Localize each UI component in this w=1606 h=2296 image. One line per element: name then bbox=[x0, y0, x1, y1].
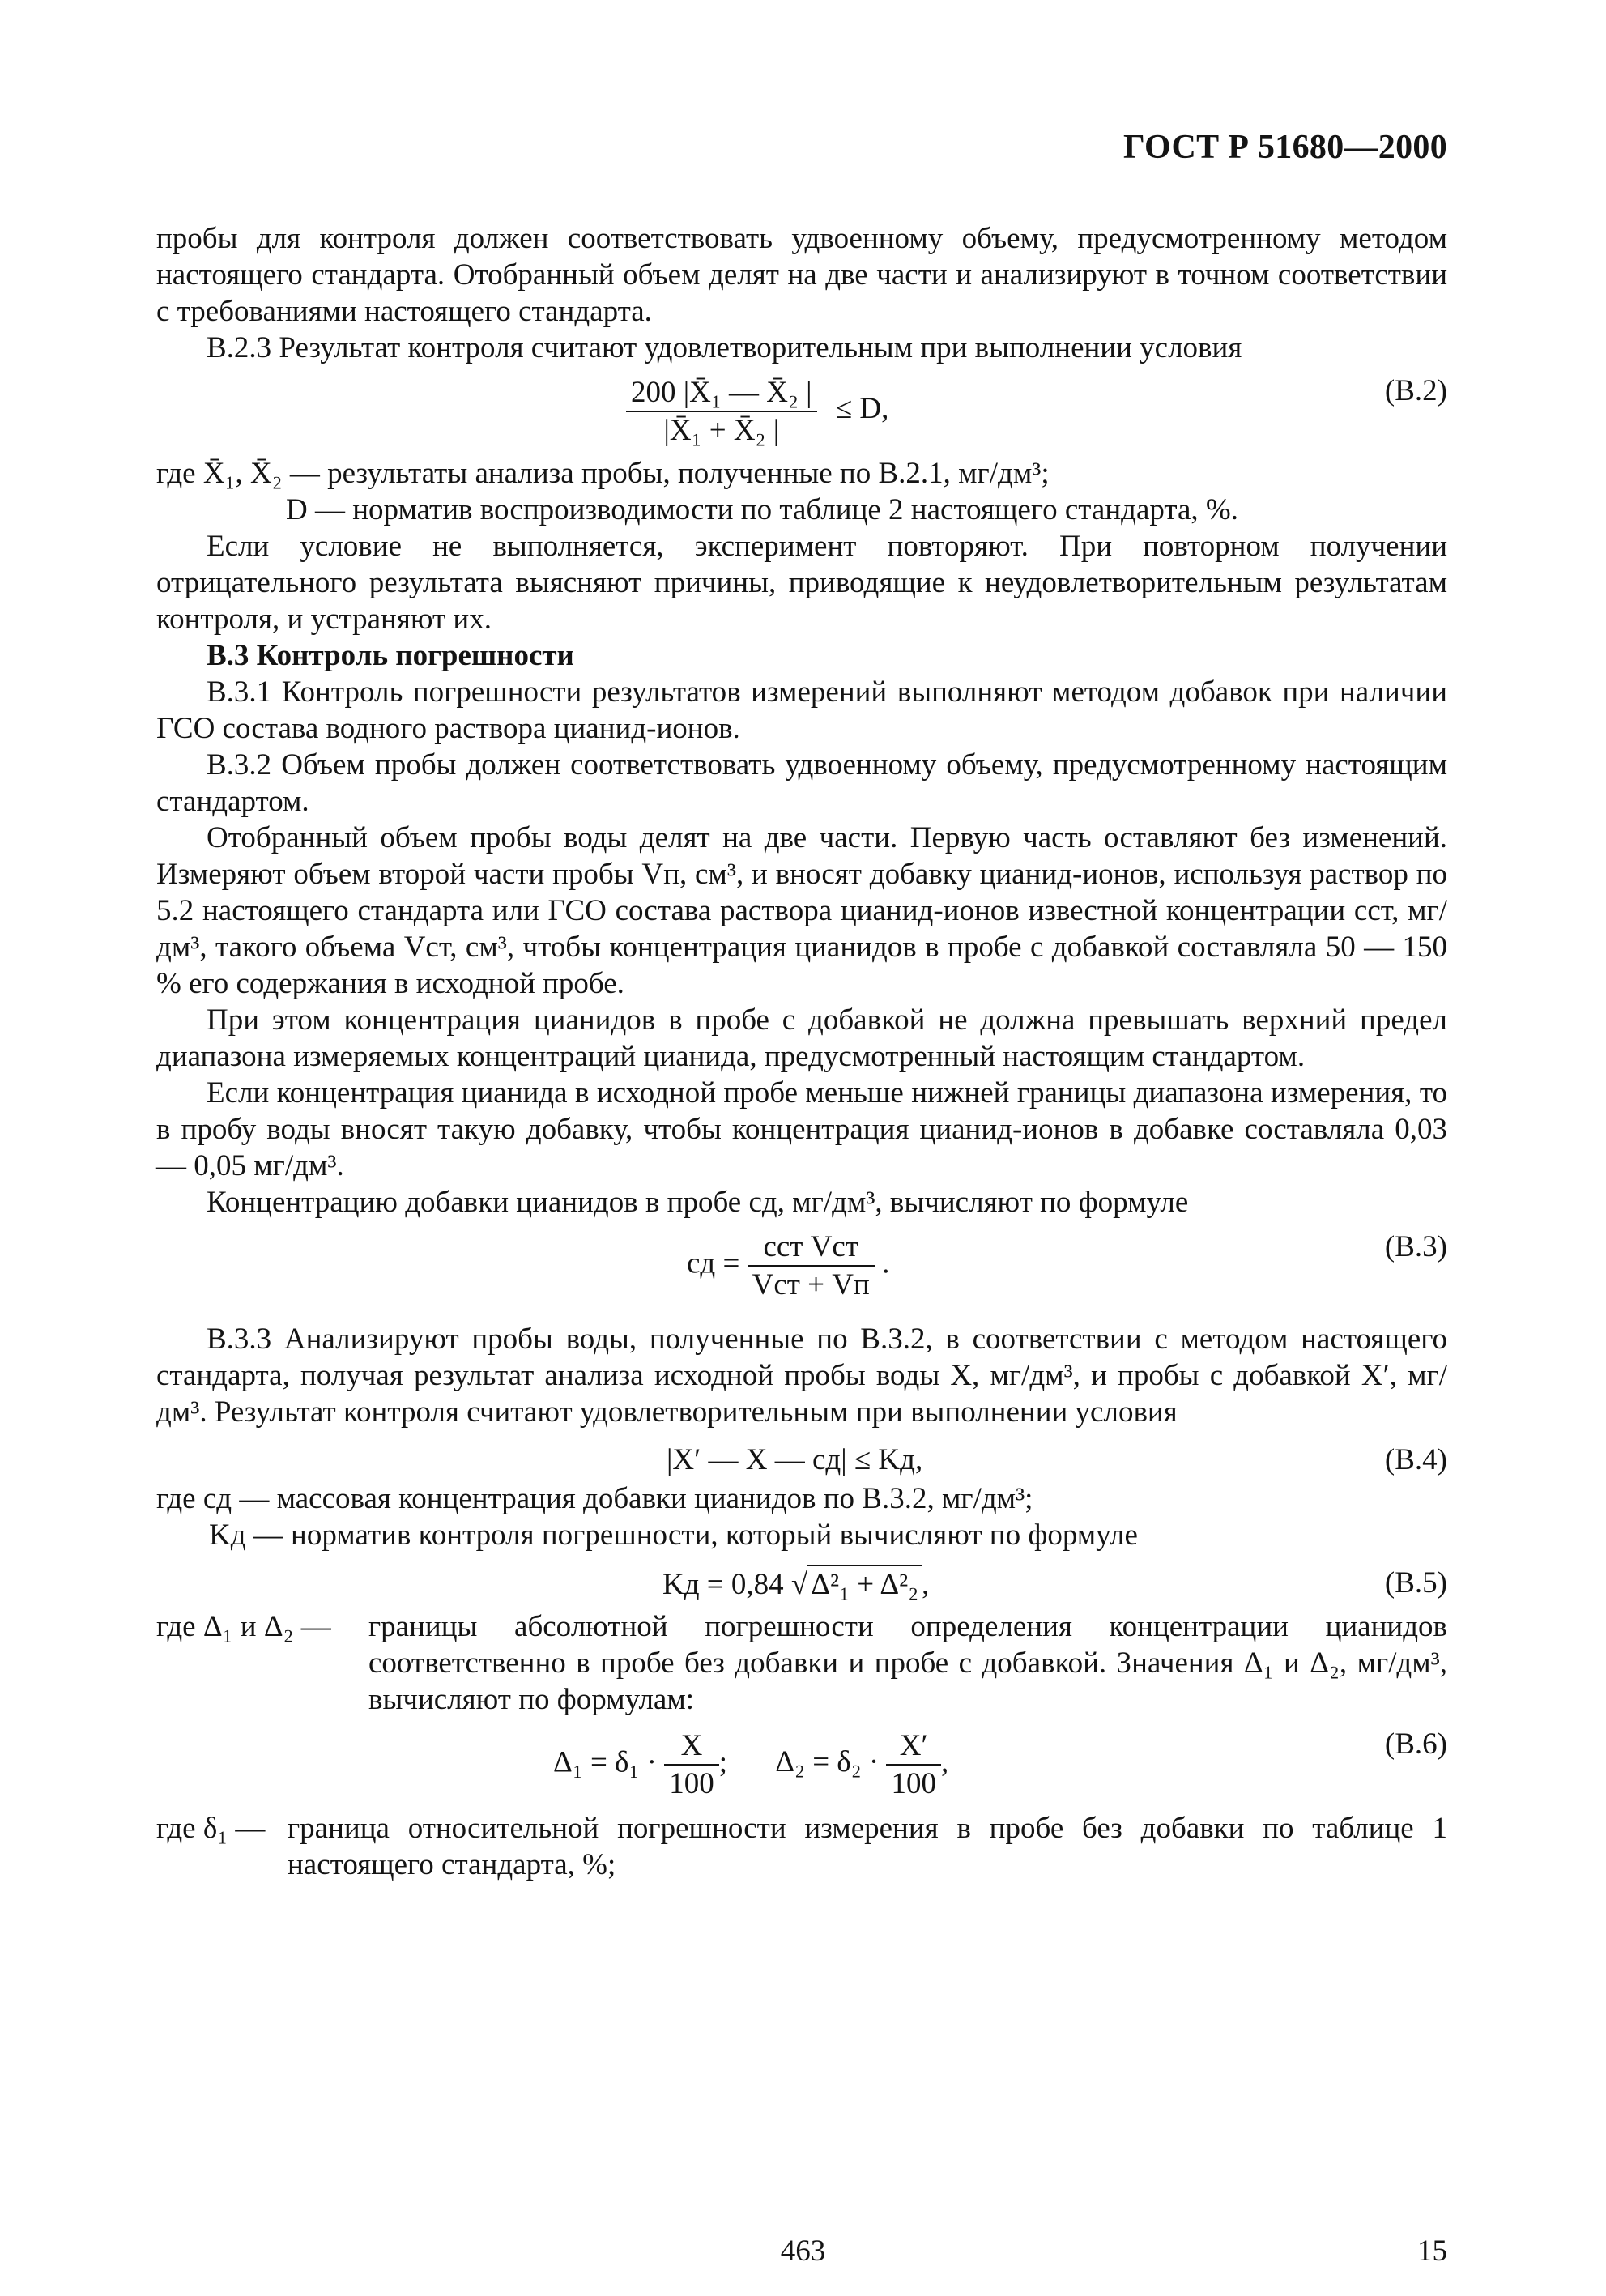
formula-b3 bbox=[156, 1227, 1447, 1311]
formula-rhs: ≤ D, bbox=[835, 392, 889, 426]
formula-end: ; bbox=[718, 1745, 727, 1779]
formula-b2 bbox=[156, 371, 1447, 455]
definition-term: где δ₁ — bbox=[156, 1812, 266, 1845]
paragraph: В.3.1 Контроль погрешности результатов измерений выполняют методом добавок при наличии ГСО состава водного раствора цианид-ионов. bbox=[156, 675, 1447, 745]
formula-lhs: cд = bbox=[687, 1246, 740, 1280]
paragraph: В.3.2 Объем пробы должен соответствовать удвоенному объему, предусмотренному настоящим стандартом. bbox=[156, 748, 1447, 818]
definition-term: где Δ₁ и Δ₂ — bbox=[156, 1610, 331, 1643]
body-text bbox=[156, 220, 1447, 1883]
fraction-denominator: 100 bbox=[886, 1764, 941, 1802]
section-heading: В.3 Контроль погрешности bbox=[207, 639, 574, 672]
fraction bbox=[626, 374, 817, 449]
paragraph: Если концентрация цианида в исходной пробе меньше нижней границы диапазона измерения, то в пробу воды вносят такую добавку, чтобы концентрация цианид-ионов в добавке составляла 0,03 — 0,05 мг/дм³. bbox=[156, 1076, 1447, 1182]
formula-end: . bbox=[882, 1246, 890, 1280]
where-line: где X̄₁, X̄₂ — результаты анализа пробы, полученные по В.2.1, мг/дм³; bbox=[156, 457, 1050, 490]
where-line: D — норматив воспроизводимости по таблице 2 настоящего стандарта, %. bbox=[286, 493, 1238, 526]
formula-lhs: Kд = 0,84 √ bbox=[662, 1568, 808, 1601]
radicand: Δ²₁ + Δ²₂ bbox=[807, 1565, 922, 1603]
fraction-numerator: X′ bbox=[899, 1729, 928, 1762]
fraction bbox=[664, 1727, 719, 1802]
where-line: Kд — норматив контроля погрешности, который вычисляют по формуле bbox=[209, 1519, 1138, 1552]
fraction-denominator: Vст + Vп bbox=[748, 1265, 875, 1303]
equation-label: (В.4) bbox=[1384, 1443, 1447, 1476]
fraction-numerator: X bbox=[680, 1729, 703, 1762]
paragraph: пробы для контроля должен соответствовать удвоенному объему, предусмотренному методом настоящего стандарта. Отобранный объем делят на две части и анализируют в точном соответствии с требованиями настоящего стандарта. bbox=[156, 222, 1447, 328]
page-number-right: 15 bbox=[1417, 2234, 1447, 2268]
fraction-denominator: |X̄₁ + X̄₂ | bbox=[626, 411, 817, 449]
formula-lhs: Δ₁ = δ₁ · bbox=[553, 1745, 657, 1779]
formula-b5 bbox=[156, 1561, 1447, 1608]
paragraph: Если условие не выполняется, эксперимент повторяют. При повторном получении отрицательного результата выясняют причины, приводящие к неудовлетворительным результатам контроля, и устраняют их. bbox=[156, 530, 1447, 636]
definition-block bbox=[156, 1810, 1447, 1883]
formula-lhs: Δ₂ = δ₂ · bbox=[775, 1745, 880, 1779]
definition-text: граница относительной погрешности измерения в пробе без добавки по таблице 1 настоящего стандарта, %; bbox=[288, 1812, 1447, 1881]
formula-b4 bbox=[156, 1438, 1447, 1480]
definition-block bbox=[156, 1608, 1447, 1718]
paragraph: При этом концентрация цианидов в пробе с добавкой не должна превышать верхний предел диапазона измеряемых концентраций цианида, предусмотренный настоящим стандартом. bbox=[156, 1003, 1447, 1073]
definition-text: границы абсолютной погрешности определения концентрации цианидов соответственно в пробе без добавки и пробе с добавкой. Значения Δ₁ и Δ₂, мг/дм³, вычисляют по формулам: bbox=[368, 1610, 1447, 1716]
equation-label: (В.3) bbox=[1384, 1230, 1447, 1263]
paragraph: Отобранный объем пробы воды делят на две части. Первую часть оставляют без изменений. Измеряют объем второй части пробы Vп, см³, и вносят добавку цианид-ионов, используя раствор по 5.2 настоящего стандарта или ГСО состава раствора цианид-ионов известной концентрации cст, мг/дм³, такого объема Vст, см³, чтобы концентрация цианидов в пробе с добавкой составляла 50 — 150 % его содержания в исходной пробе. bbox=[156, 821, 1447, 1000]
equation-label: (В.2) bbox=[1384, 374, 1447, 407]
fraction-numerator: cст Vст bbox=[763, 1230, 859, 1263]
formula-end: , bbox=[940, 1745, 949, 1779]
paragraph: В.3.3 Анализируют пробы воды, полученные по В.3.2, в соответствии с методом настоящего стандарта, получая результат анализа исходной пробы воды X, мг/дм³, и пробы с добавкой X′, мг/дм³. Результат контроля считают удовлетворительным при выполнении условия bbox=[156, 1323, 1447, 1429]
formula-expression: |X′ — X — cд| ≤ Kд, bbox=[667, 1443, 923, 1476]
fraction bbox=[748, 1229, 875, 1303]
formula-b6 bbox=[156, 1724, 1447, 1805]
paragraph: Концентрацию добавки цианидов в пробе cд, мг/дм³, вычисляют по формуле bbox=[207, 1186, 1189, 1219]
standard-header: ГОСТ Р 51680—2000 bbox=[1123, 129, 1447, 166]
fraction-denominator: 100 bbox=[664, 1764, 719, 1802]
page-number-center: 463 bbox=[780, 2234, 826, 2268]
formula-end: , bbox=[922, 1568, 930, 1601]
paragraph: В.2.3 Результат контроля считают удовлетворительным при выполнении условия bbox=[207, 331, 1242, 364]
fraction-numerator: 200 |X̄₁ — X̄₂ | bbox=[631, 376, 812, 409]
equation-label: (В.6) bbox=[1384, 1727, 1447, 1761]
where-line: где cд — массовая концентрация добавки цианидов по В.3.2, мг/дм³; bbox=[156, 1482, 1033, 1515]
equation-label: (В.5) bbox=[1384, 1566, 1447, 1600]
fraction bbox=[886, 1727, 941, 1802]
